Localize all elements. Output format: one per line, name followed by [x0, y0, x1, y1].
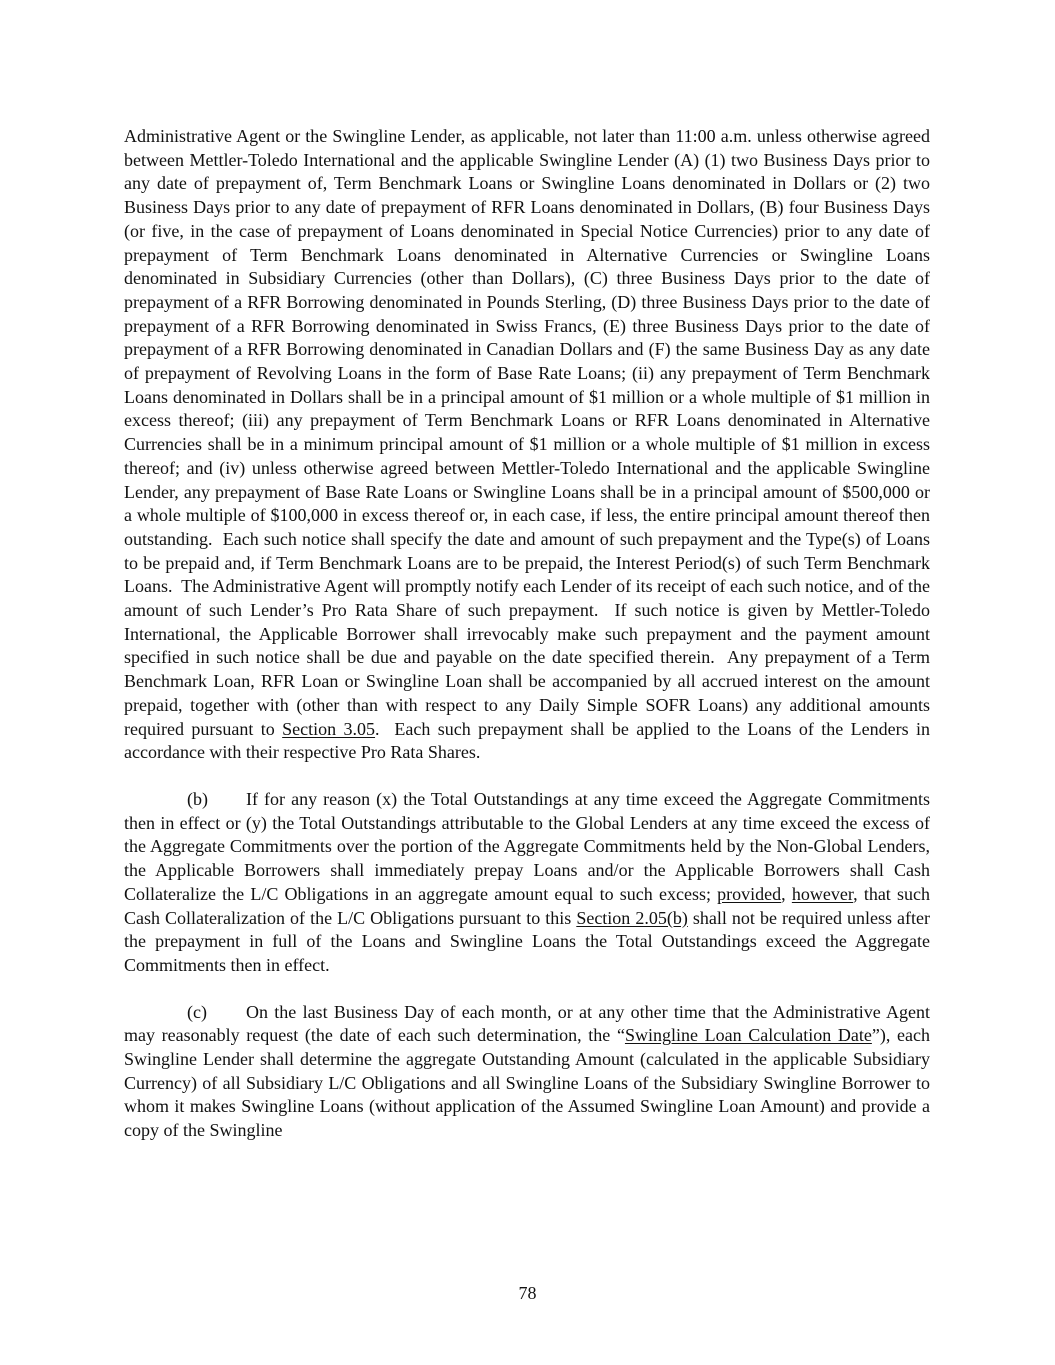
paragraph-b-marker: (b) — [187, 788, 208, 809]
paragraph-c-marker: (c) — [187, 1001, 207, 1022]
paragraph-b-comma: , — [781, 883, 792, 904]
swingline-loan-calculation-date-term: Swingline Loan Calculation Date — [624, 1025, 872, 1046]
however-term: however — [791, 883, 854, 904]
paragraph-b-text-3: shall not be required unless after the prepayment in full of the Loans and Swingline Loans the Total Outstandings exceed the Aggregate Commitments then in effect. — [124, 907, 931, 975]
document-page — [124, 125, 930, 1143]
paragraph-a-continued — [124, 125, 930, 765]
paragraph-b — [124, 788, 930, 978]
paragraph-c — [124, 1001, 930, 1143]
paragraph-a-text-1: Administrative Agent or the Swingline Lender, as applicable, not later than 11:00 a.m. unless otherwise agreed between Mettler-Toledo International and the applicable Swingline Lender (A) (1) two Business Days prior to any date of prepayment of, Term Benchmark Loans or Swingline Loans denominated in Dollars or (2) two Business Days prior to any date of prepayment of RFR Loans denominated in Dollars, (B) four Business Days (or five, in the case of prepayment of Loans denominated in Special Notice Currencies) prior to any date of prepayment of Term Benchmark Loans denominated in Alternative Currencies or Swingline Loans denominated in Subsidiary Currencies (other than Dollars), (C) three Business Days prior to the date of prepayment of a RFR Borrowing denominated in Pounds Sterling, (D) three Business Days prior to the date of prepayment of a RFR Borrowing denominated in Swiss Francs, (E) three Business Days prior to the date of prepayment of a RFR Borrowing denominated in Canadian Dollars and (F) the same Business Day as any date of prepayment of Revolving Loans in the form of Base Rate Loans; (ii) any prepayment of Term Benchmark Loans denominated in Dollars shall be in a principal amount of $1 million or a whole multiple of $1 million in excess thereof; (iii) any prepayment of Term Benchmark Loans or RFR Loans denominated in Alternative Currencies shall be in a minimum principal amount of $1 million or a whole multiple of $1 million in excess thereof; and (iv) unless otherwise agreed between Mettler-Toledo International and the applicable Swingline Lender, any prepayment of Base Rate Loans or Swingline Loans shall be in a principal amount of $500,000 or a whole multiple of $100,000 in excess thereof or, in each case, if less, the entire principal amount thereof then outstanding. Each such notice shall specify the date and amount of such prepayment and the Type(s) of Loans to be prepaid and, if Term Benchmark Loans are to be prepaid, the Interest Period(s) of such Term Benchmark Loans. The Administrative Agent will promptly notify each Lender of its receipt of each such notice, and of the amount of such Lender’s Pro Rata Share of such prepayment. If such notice is given by Mettler-Toledo International, the Applicable Borrower shall irrevocably make such prepayment and the payment amount specified in such notice shall be due and payable on the date specified therein. Any prepayment of a Term Benchmark Loan, RFR Loan or Swingline Loan shall be accompanied by all accrued interest on the amount prepaid, together with (other than with respect to any Daily Simple SOFR Loans) any additional amounts required pursuant to — [124, 126, 930, 739]
section-2-05b-reference: Section 2.05(b) — [576, 907, 688, 928]
paragraph-b-text-1: If for any reason (x) the Total Outstandings at any time exceed the Aggregate Commitments then in effect or (y) the Total Outstandings attributable to the Global Lenders at any time exceed the excess of the Aggregate Commitments over the portion of the Aggregate Commitments held by the Non-Global Lenders, the Applicable Borrowers shall immediately prepay Loans and/or the Applicable Borrowers shall Cash Collateralize the L/C Obligations in an aggregate amount equal to such excess; — [124, 788, 930, 904]
section-3-05-reference: Section 3.05 — [282, 718, 376, 739]
paragraph-a-text-2: . Each such prepayment shall be applied to the Loans of the Lenders in accordance with their respective Pro Rata Shares. — [124, 718, 930, 763]
page-number: 78 — [518, 1283, 537, 1303]
paragraph-c-text-2: ”), each Swingline Lender shall determine the aggregate Outstanding Amount (calculated in the applicable Subsidiary Currency) of all Subsidiary L/C Obligations and all Swingline Loans of the Subsidiary Swingline Borrower to whom it makes Swingline Loans (without application of the Assumed Swingline Loan Amount) and provide a copy of the Swingline — [124, 1025, 930, 1141]
paragraph-c-text-1: On the last Business Day of each month, or at any other time that the Administrative Agent may reasonably request (the date of each such determination, the “ — [124, 1001, 930, 1046]
paragraph-b-text-2: , that such Cash Collateralization of the L/C Obligations pursuant to this — [124, 883, 931, 928]
provided-term: provided — [717, 883, 782, 904]
